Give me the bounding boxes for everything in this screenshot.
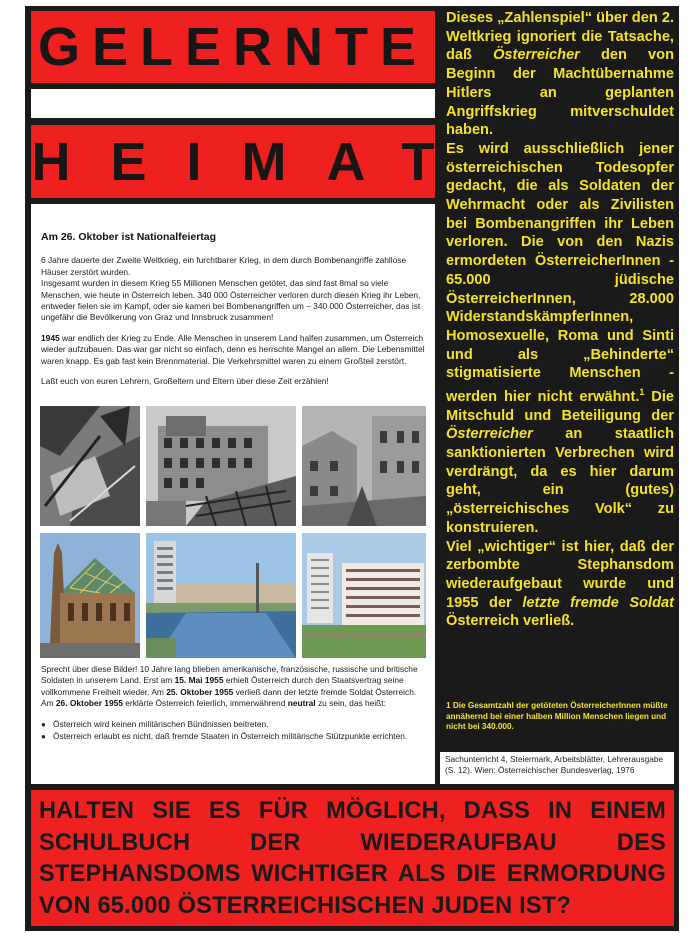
list-item: ● Österreich erlaubt es nicht, daß fremde Staaten in Österreich militärische Stützpunkte errichten. — [41, 731, 426, 742]
headline-box-bottom — [31, 125, 475, 198]
neutrality-list — [41, 719, 426, 743]
closing-question: HALTEN SIE ES FÜR MÖGLICH, DASS IN EINEM SCHULBUCH DER WIEDERAUFBAU DES STEPHANSDOMS WICHTIGER ALS DIE ERMORDUNG VON 65.000 ÖSTERREICHISCHEN JUDEN IST? — [31, 790, 674, 926]
photo-bomb-ruins — [40, 406, 140, 526]
photo-ruined-houses — [302, 406, 426, 526]
photo-stephansdom — [40, 533, 140, 658]
schoolbook-scan — [31, 204, 435, 784]
source-citation: Sachunterricht 4, Steiermark, Arbeitsblätter, Lehrerausgabe (S. 12). Wien: Österreichischer Bundesverlag, 1976 — [440, 752, 674, 784]
list-item: ● Österreich wird keinen militärischen Bündnissen beitreten. — [41, 719, 426, 730]
headline-word-2: HEIMAT — [31, 131, 475, 192]
headline-box-top — [31, 11, 435, 83]
commentary-para-3: Viel „wichtiger“ ist hier, daß der zerbombte Stephansdom wiederaufgebaut wurde und 1955 der letzte fremde Soldat Österreich verließ. — [446, 538, 674, 630]
schoolbook-text-bottom — [41, 664, 426, 743]
photo-danube-canal — [146, 533, 296, 658]
schoolbook-heading: Am 26. Oktober ist Nationalfeiertag — [41, 231, 217, 243]
schoolbook-after-photos: Sprecht über diese Bilder! 10 Jahre lang blieben amerikanische, französische, russische und britische Soldaten in unserem Land. Erst am 15. Mai 1955 erhielt Österreich durch den Staatsvertrag seine vollkommene Freiheit wieder. Am 25. Oktober 1955 verließ dann der letzte fremde Soldat Österreich. Am 26. Oktober 1955 erklärte Österreich feierlich, immerwährend neutral zu sein, das heißt: — [41, 664, 418, 709]
commentary-text — [446, 9, 674, 631]
schoolbook-para-3: 1945 war endlich der Krieg zu Ende. Alle Menschen in unserem Land halfen zusammen, um Österreich wieder aufzubauen. Das war gar nicht so einfach, denn es herrschte Mangel an allem. Die Lebensmittel waren knapp. Es gab fast kein Brennmaterial. Die Verkehrsmittel waren zu einem Großteil zerstört. — [41, 332, 425, 366]
white-divider-bar — [31, 89, 435, 118]
footnote: 1 Die Gesamtzahl der getöteten ÖsterreicherInnen müßte annähernd bei einer halben Million Menschen liegen und nicht bei 340.000. — [446, 701, 668, 732]
schoolbook-text-top — [41, 232, 426, 396]
schoolbook-para-1: 6 Jahre dauerte der Zweite Weltkrieg, ein furchtbarer Krieg, in dem durch Bombenangriffe zahllose Häuser zerstört wurden. Insgesamt wurden in diesem Krieg 55 Millionen Menschen getötet, das sind fast 8mal so viele Menschen, wie heute in Österreich leben. 340 000 Österreicher verloren durch diesen Krieg ihr Leben, entweder fielen sie im Kampf, oder sie kamen bei Bombenangriffen um – 340 000 Österreicher, das ist ungefähr die Bevölkerung von Graz und Innsbruck zusammen! — [41, 255, 421, 323]
commentary-para-2: Es wird ausschließlich jener österreichischen Todesopfer gedacht, die als Soldaten der Wehrmacht oder als Zivilisten bei Bombenangriffen ihr Leben verloren. Die von den Nazis ermordeten ÖsterreicherInnen - 65.000 jüdische ÖsterreicherInnen, 28.000 WiderstandskämpferInnen, Homosexuelle, Roma und Sinti und als „Behinderte“ stigmatisierte Menschen - werden hier nicht erwähnt.$^1$ Die Mitschuld und Beteiligung der Österreicher an staatlich sanktionierten Verbrechen wird verdrängt, da es hier darum geht, ein (gutes) „österreichisches Volk“ zu konstruieren. — [446, 140, 675, 536]
schoolbook-para-4: Laßt euch von euren Lehrern, Großeltern und Eltern über diese Zeit erzählen! — [41, 376, 329, 387]
commentary-para-1: Dieses „Zahlenspiel“ über den 2. Weltkrieg ignoriert die Tatsache, daß Österreicher den von Beginn der Machtübernahme Hitlers an geplanten Angriffskrieg mitverschuldet haben. — [446, 10, 674, 139]
headline-word-1: GELERNTE — [37, 17, 429, 77]
photo-bombed-building — [146, 406, 296, 526]
photo-apartment-blocks — [302, 533, 426, 658]
